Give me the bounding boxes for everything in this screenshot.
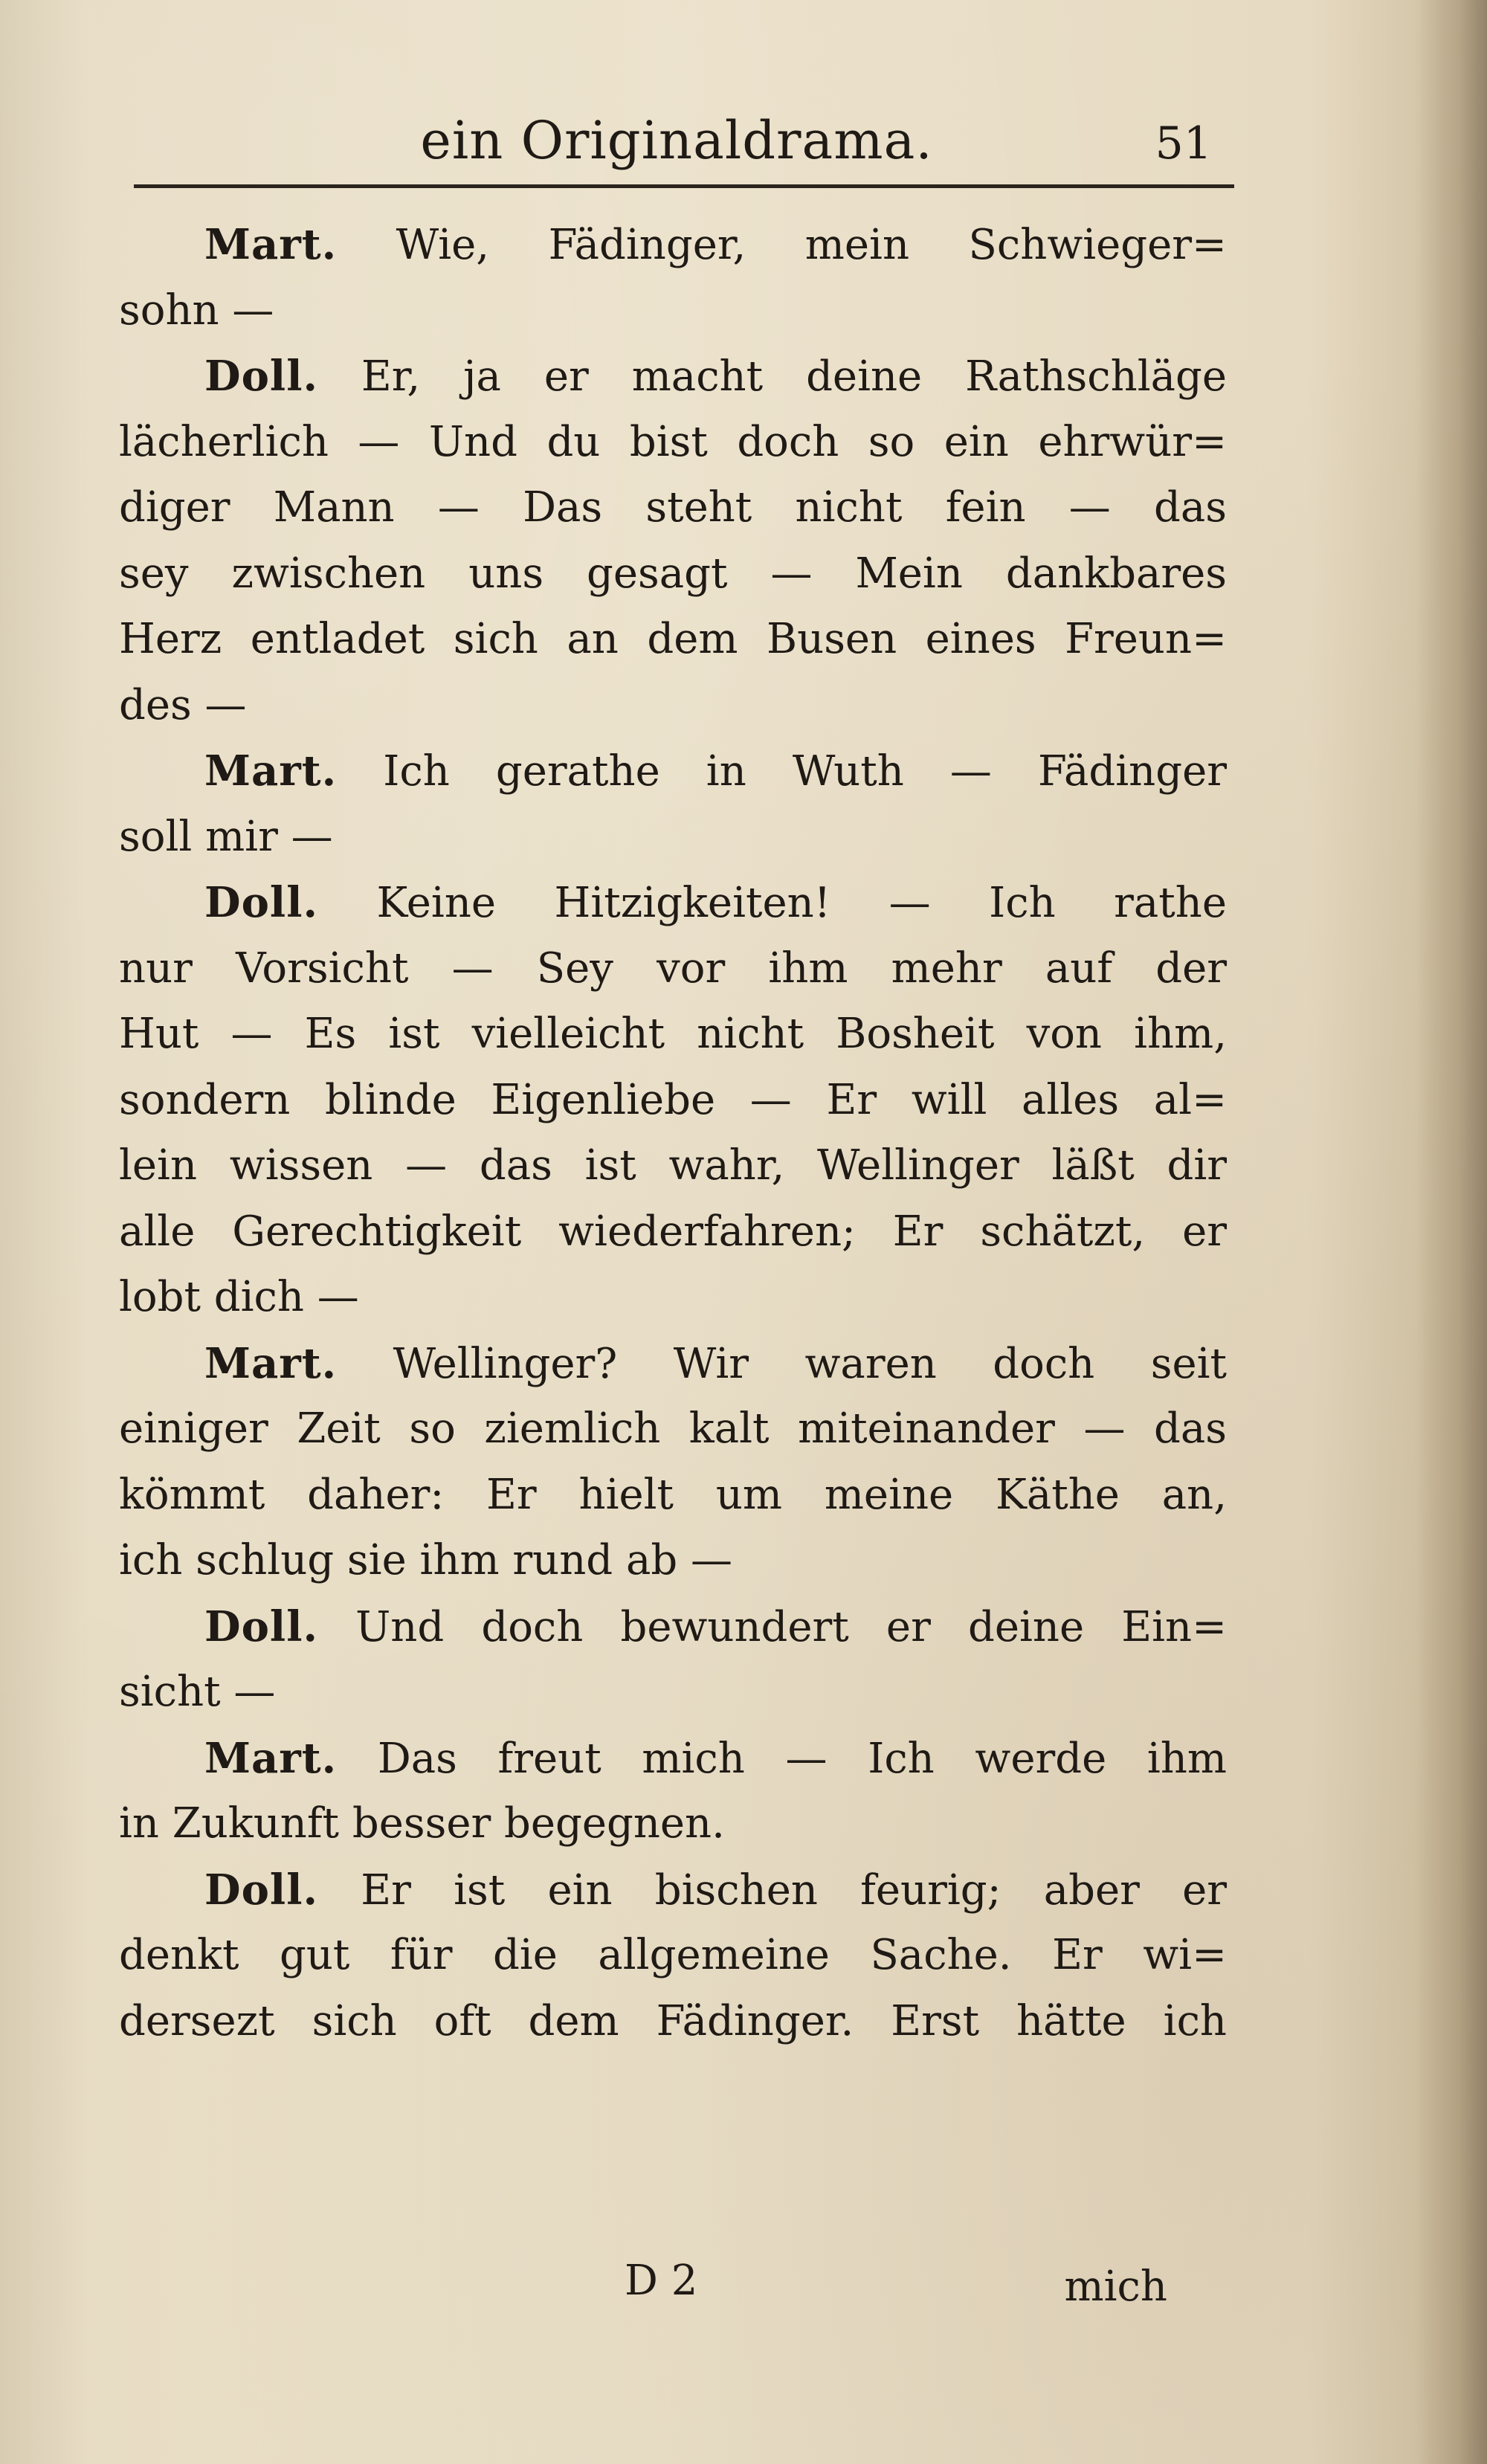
text-line xyxy=(119,1923,1227,1989)
text-line xyxy=(119,1396,1227,1462)
speaker-name: Doll. xyxy=(204,878,318,927)
signature-mark: D 2 xyxy=(625,2257,698,2305)
text-line xyxy=(119,212,1227,278)
book-gutter-shadow xyxy=(1416,0,1487,2464)
line-text: alle Gerechtigkeit wiederfahren; Er schätzt, er xyxy=(119,1207,1227,1256)
text-line xyxy=(119,1989,1227,2055)
line-text: dersezt sich oft dem Fädinger. Erst hätte ich xyxy=(119,1996,1227,2045)
text-line xyxy=(119,1331,1227,1397)
text-line xyxy=(119,936,1227,1002)
line-text: in Zukunft besser begegnen. xyxy=(119,1799,725,1848)
text-line xyxy=(119,1462,1227,1529)
line-text: kömmt daher: Er hielt um meine Käthe an, xyxy=(119,1470,1227,1519)
line-text: Keine Hitzigkeiten! — Ich rathe xyxy=(376,879,1227,927)
line-text: sohn — xyxy=(119,286,274,335)
line-text: diger Mann — Das steht nicht fein — das xyxy=(119,483,1227,532)
text-line xyxy=(119,607,1227,673)
head-rule xyxy=(134,184,1234,188)
line-text: Er ist ein bischen feurig; aber er xyxy=(361,1865,1227,1915)
text-line xyxy=(119,278,1227,344)
text-line xyxy=(119,870,1227,936)
text-line xyxy=(119,1660,1227,1726)
text-line xyxy=(119,1594,1227,1660)
text-line xyxy=(119,1726,1227,1792)
line-text: nur Vorsicht — Sey vor ihm mehr auf der xyxy=(119,944,1227,993)
text-line xyxy=(119,475,1227,541)
text-line xyxy=(119,410,1227,476)
text-line xyxy=(119,1528,1227,1594)
line-text: Herz entladet sich an dem Busen eines Freun= xyxy=(119,615,1227,663)
text-line xyxy=(119,541,1227,607)
line-text: ich schlug sie ihm rund ab — xyxy=(119,1536,732,1584)
text-line xyxy=(119,1133,1227,1199)
text-line xyxy=(119,344,1227,410)
line-text: sondern blinde Eigenliebe — Er will alles al= xyxy=(119,1075,1227,1124)
speaker-name: Doll. xyxy=(204,1602,318,1651)
line-text: soll mir — xyxy=(119,812,333,861)
line-text: lein wissen — das ist wahr, Wellinger läßt dir xyxy=(119,1141,1227,1190)
running-head-title: ein Originaldrama. xyxy=(420,110,933,171)
text-line xyxy=(119,1002,1227,1068)
line-text: Er, ja er macht deine Rathschläge xyxy=(361,352,1227,401)
speaker-name: Mart. xyxy=(204,746,338,796)
text-line xyxy=(119,804,1227,871)
line-text: des — xyxy=(119,680,247,729)
text-line xyxy=(119,1265,1227,1331)
line-text: Hut — Es ist vielleicht nicht Bosheit von ihm, xyxy=(119,1010,1227,1058)
line-text: denkt gut für die allgemeine Sache. Er wi= xyxy=(119,1931,1227,1979)
speaker-name: Doll. xyxy=(204,352,318,401)
line-text: Und doch bewundert er deine Ein= xyxy=(355,1602,1227,1651)
text-line xyxy=(119,673,1227,739)
book-page xyxy=(112,97,1242,2311)
speaker-name: Mart. xyxy=(204,1733,338,1783)
line-text: sicht — xyxy=(119,1668,276,1716)
text-line xyxy=(119,738,1227,804)
running-head xyxy=(112,97,1242,178)
text-line xyxy=(119,1068,1227,1134)
page-number: 51 xyxy=(1155,117,1212,170)
page-footer xyxy=(112,2257,1242,2323)
catchword: mich xyxy=(1064,2263,1167,2311)
text-line xyxy=(119,1791,1227,1857)
line-text: lobt dich — xyxy=(119,1273,359,1321)
line-text: Wellinger? Wir waren doch seit xyxy=(393,1339,1227,1388)
speaker-name: Doll. xyxy=(204,1865,318,1915)
speaker-name: Mart. xyxy=(204,1338,338,1388)
line-text: Wie, Fädinger, mein Schwieger= xyxy=(396,221,1227,269)
dialogue-text xyxy=(119,212,1227,2054)
speaker-name: Mart. xyxy=(204,220,338,269)
line-text: lächerlich — Und du bist doch so ein ehrwür= xyxy=(119,417,1227,466)
text-line xyxy=(119,1199,1227,1265)
text-line xyxy=(119,1857,1227,1923)
line-text: Ich gerathe in Wuth — Fädinger xyxy=(383,747,1227,796)
line-text: einiger Zeit so ziemlich kalt miteinander — das xyxy=(119,1404,1227,1453)
line-text: Das freut mich — Ich werde ihm xyxy=(377,1734,1228,1783)
line-text: sey zwischen uns gesagt — Mein dankbares xyxy=(119,549,1227,598)
